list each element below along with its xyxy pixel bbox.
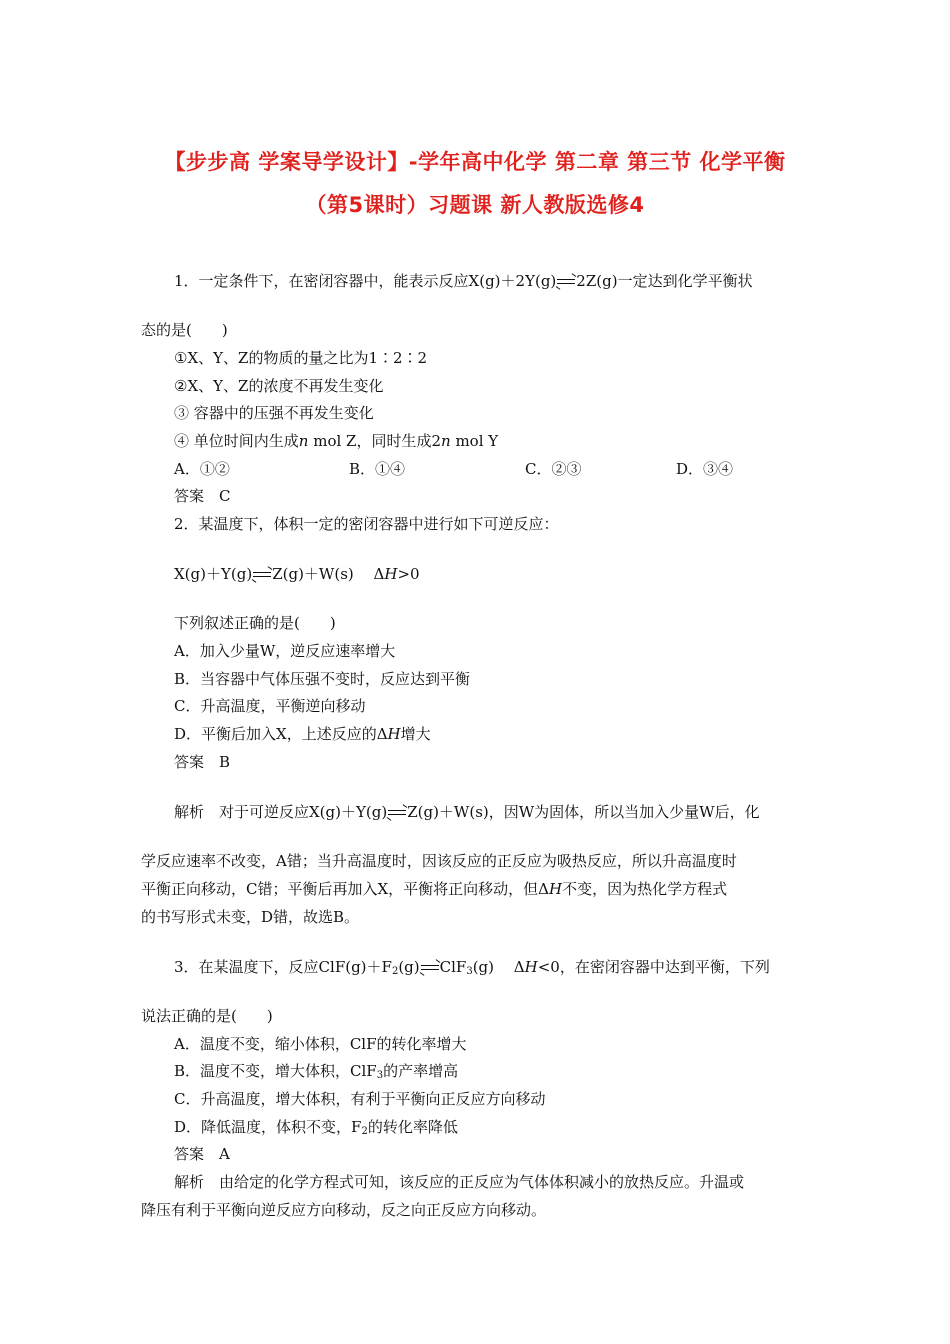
q2-equation-part-b: Z(g)＋W(s) Δ	[272, 565, 385, 583]
q2-option-b: B．当容器中气体压强不变时，反应达到平衡	[174, 670, 471, 688]
q3-option-b-part-b: 的产率增高	[383, 1062, 459, 1080]
document-title-line-2: （第5课时）习题课 新人教版选修4	[305, 193, 645, 217]
q2-explanation-line-3-part-b: 不变，因为热化学方程式	[562, 880, 728, 898]
q3-option-a: A．温度不变，缩小体积，ClF的转化率增大	[174, 1035, 467, 1053]
equilibrium-arrow-icon	[420, 961, 440, 975]
q2-option-a: A．加入少量W，逆反应速率增大	[174, 642, 396, 660]
equilibrium-arrow-icon	[387, 806, 407, 820]
q3-stem-part-b: (g)	[398, 958, 420, 976]
q1-stem-part-a: 1．一定条件下，在密闭容器中，能表示反应X(g)＋2Y(g)	[174, 272, 557, 290]
q3-stem-subscript-2: 3	[466, 966, 473, 977]
q3-option-d	[174, 1117, 458, 1142]
q1-stem	[174, 271, 753, 291]
q1-item-4-part-a: ④ 单位时间内生成	[174, 432, 299, 450]
q3-stem-part-a: 3．在某温度下，反应ClF(g)＋F	[174, 958, 392, 976]
q2-equation-part-a: X(g)＋Y(g)	[174, 565, 253, 583]
q3-option-b-part-a: B．温度不变，增大体积，ClF	[174, 1062, 377, 1080]
q1-item-4-part-c: mol Y	[450, 432, 499, 450]
q2-stem: 2．某温度下，体积一定的密闭容器中进行如下可逆反应：	[174, 515, 559, 533]
q3-option-d-part-b: 的转化率降低	[367, 1118, 458, 1136]
q1-stem-part-b: 2Z(g)一定达到化学平衡状	[576, 272, 753, 290]
q1-option-b: B．①④	[349, 460, 406, 478]
q2-option-d-var-h: H	[387, 725, 401, 743]
q1-stem-continued: 态的是( )	[141, 321, 228, 339]
q2-explanation-line-2: 学反应速率不改变，A错；当升高温度时，因该反应的正反应为吸热反应，所以升高温度时	[141, 852, 737, 870]
q1-item-4-var-n: n	[298, 432, 309, 450]
q2-explanation-line-3-part-a: 平衡正向移动，C错；平衡后再加入X，平衡将正向移动，但Δ	[141, 880, 549, 898]
q2-equation	[174, 564, 420, 584]
q2-ask: 下列叙述正确的是( )	[174, 614, 336, 632]
q1-item-4-part-b: mol Z，同时生成2	[308, 432, 442, 450]
q2-explanation-line-1	[174, 802, 760, 822]
q2-option-d-part-b: 增大	[400, 725, 431, 743]
q3-stem	[174, 957, 770, 982]
q3-explanation-line-1: 解析 由给定的化学方程式可知，该反应的正反应为气体体积减小的放热反应。升温或	[174, 1173, 745, 1191]
q2-equation-var-h: H	[384, 565, 398, 583]
q3-option-c: C．升高温度，增大体积，有利于平衡向正反应方向移动	[174, 1090, 546, 1108]
q1-item-3: ③ 容器中的压强不再发生变化	[174, 404, 374, 422]
q3-stem-part-c: ClF	[439, 958, 467, 976]
q3-explanation-line-2: 降压有利于平衡向逆反应方向移动，反之向正反应方向移动。	[141, 1201, 547, 1219]
document-title-line-1: 【步步高 学案导学设计】-学年高中化学 第二章 第三节 化学平衡	[164, 150, 786, 174]
q2-explanation-line-4: 的书写形式未变，D错，故选B。	[141, 908, 360, 926]
q3-option-b-subscript: 3	[376, 1070, 384, 1081]
q1-item-1: ①X、Y、Z的物质的量之比为1∶2∶2	[174, 349, 428, 367]
q3-stem-part-e: <0，在密闭容器中达到平衡，下列	[537, 958, 770, 976]
q2-explanation-line-3	[141, 879, 727, 899]
q2-option-d	[174, 724, 431, 744]
q1-option-a: A．①②	[174, 460, 230, 478]
q2-option-c: C．升高温度，平衡逆向移动	[174, 697, 366, 715]
q3-stem-var-h: H	[524, 958, 538, 976]
q2-explanation-var-h: H	[549, 880, 563, 898]
q1-option-c: C．②③	[525, 460, 582, 478]
q1-option-d: D．③④	[676, 460, 734, 478]
q3-stem-subscript-1: 2	[391, 966, 399, 977]
q2-explanation-part-a: 解析 对于可逆反应X(g)＋Y(g)	[174, 803, 388, 821]
q2-explanation-part-b: Z(g)＋W(s)，因W为固体，所以当加入少量W后，化	[407, 803, 760, 821]
q1-answer: 答案 C	[174, 487, 231, 505]
q1-item-4	[174, 431, 498, 451]
q3-stem-continued: 说法正确的是( )	[141, 1007, 273, 1025]
equilibrium-arrow-icon	[252, 568, 272, 582]
q2-option-d-part-a: D．平衡后加入X，上述反应的Δ	[174, 725, 388, 743]
equilibrium-arrow-icon	[556, 275, 576, 289]
q3-option-d-subscript: 2	[361, 1126, 368, 1137]
q3-option-d-part-a: D．降低温度，体积不变，F	[174, 1118, 362, 1136]
q3-answer: 答案 A	[174, 1145, 230, 1163]
q3-stem-part-d: (g) Δ	[472, 958, 525, 976]
q2-equation-part-c: >0	[397, 565, 420, 583]
q3-option-b	[174, 1061, 458, 1086]
q1-item-2: ②X、Y、Z的浓度不再发生变化	[174, 377, 384, 395]
q2-answer: 答案 B	[174, 753, 231, 771]
q1-item-4-var-n2: n	[441, 432, 451, 450]
